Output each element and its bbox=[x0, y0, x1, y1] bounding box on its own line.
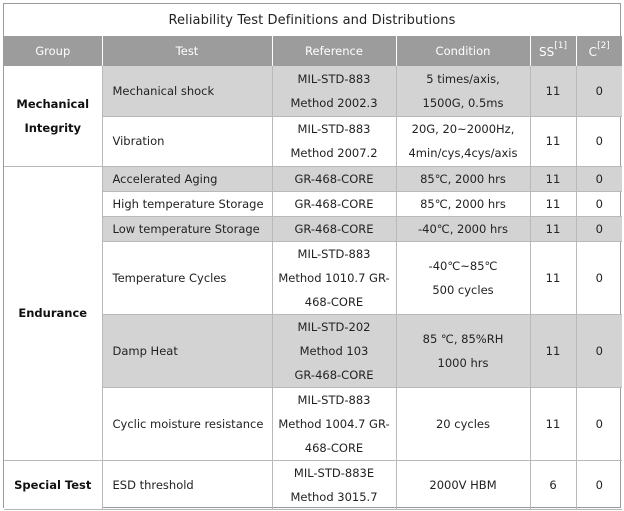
table-frame bbox=[3, 3, 621, 508]
header-condition: Condition bbox=[396, 36, 530, 66]
c-cell: 0 bbox=[576, 166, 622, 191]
group-special-test: Special Test bbox=[4, 460, 102, 509]
reference-cell: GR-468-CORE bbox=[272, 191, 396, 216]
reference-line: MIL-STD-883 bbox=[297, 71, 371, 86]
table-row bbox=[4, 460, 622, 509]
header-c-label: C bbox=[588, 44, 598, 59]
header-ss-note: [1] bbox=[554, 40, 567, 51]
reference-line: Method 1004.7 GR- bbox=[278, 416, 390, 431]
c-cell: 0 bbox=[576, 216, 622, 241]
condition-cell: 20 cycles bbox=[396, 387, 530, 460]
reference-line: Method 103 bbox=[299, 343, 369, 358]
c-cell: 0 bbox=[576, 191, 622, 216]
test-cell: ESD threshold bbox=[102, 460, 272, 509]
reference-line: MIL-STD-883 bbox=[297, 122, 371, 136]
c-cell: 0 bbox=[576, 387, 622, 460]
header-c bbox=[576, 36, 622, 66]
header-reference: Reference bbox=[272, 36, 396, 66]
group-endurance: Endurance bbox=[4, 166, 102, 460]
ss-cell: 6 bbox=[530, 460, 576, 509]
test-cell: Mechanical shock bbox=[102, 66, 272, 116]
reliability-table bbox=[4, 36, 622, 510]
reference-line: MIL-STD-883 bbox=[297, 246, 371, 261]
condition-cell: 85℃, 2000 hrs bbox=[396, 191, 530, 216]
reference-cell bbox=[272, 116, 396, 166]
ss-cell: 11 bbox=[530, 216, 576, 241]
reference-cell bbox=[272, 66, 396, 116]
reference-cell bbox=[272, 241, 396, 314]
reference-cell: GR-468-CORE bbox=[272, 166, 396, 191]
table-row bbox=[4, 66, 622, 116]
test-cell: Vibration bbox=[102, 116, 272, 166]
reference-line: Method 3015.7 bbox=[290, 489, 378, 504]
c-cell: 0 bbox=[576, 116, 622, 166]
header-ss-label: SS bbox=[539, 44, 555, 59]
condition-cell bbox=[396, 116, 530, 166]
reference-line: MIL-STD-883 bbox=[297, 392, 371, 407]
header-group: Group bbox=[4, 36, 102, 66]
test-cell: High temperature Storage bbox=[102, 191, 272, 216]
c-cell: 0 bbox=[576, 66, 622, 116]
reference-line: MIL-STD-202 bbox=[297, 319, 371, 334]
reference-cell: GR-468-CORE bbox=[272, 216, 396, 241]
test-cell: Temperature Cycles bbox=[102, 241, 272, 314]
condition-cell: -40℃, 2000 hrs bbox=[396, 216, 530, 241]
c-cell: 0 bbox=[576, 241, 622, 314]
table-title: Reliability Test Definitions and Distributions bbox=[168, 12, 456, 28]
reference-cell bbox=[272, 314, 396, 387]
condition-cell bbox=[396, 314, 530, 387]
reference-line: GR-468-CORE bbox=[294, 367, 374, 382]
reference-cell bbox=[272, 460, 396, 509]
reference-line: 468-CORE bbox=[304, 440, 364, 455]
table-row bbox=[4, 166, 622, 191]
reference-line: Method 2002.3 bbox=[290, 95, 378, 110]
condition-line: 1000 hrs bbox=[437, 355, 489, 370]
reference-line: Method 2007.2 bbox=[290, 146, 378, 160]
ss-cell: 11 bbox=[530, 166, 576, 191]
header-row bbox=[4, 36, 622, 66]
condition-line: 4min/cys,4cys/axis bbox=[408, 146, 518, 160]
ss-cell: 11 bbox=[530, 241, 576, 314]
reference-line: MIL-STD-883E bbox=[293, 465, 375, 480]
condition-cell: 2000V HBM bbox=[396, 460, 530, 509]
test-cell: Low temperature Storage bbox=[102, 216, 272, 241]
condition-line: 85 ℃, 85%RH bbox=[422, 331, 504, 346]
ss-cell: 11 bbox=[530, 387, 576, 460]
group-label: Integrity bbox=[24, 120, 82, 135]
ss-cell: 11 bbox=[530, 191, 576, 216]
condition-cell bbox=[396, 66, 530, 116]
ss-cell: 11 bbox=[530, 314, 576, 387]
condition-line: 1500G, 0.5ms bbox=[422, 95, 504, 110]
header-ss bbox=[530, 36, 576, 66]
condition-cell bbox=[396, 241, 530, 314]
c-cell: 0 bbox=[576, 314, 622, 387]
c-cell: 0 bbox=[576, 460, 622, 509]
header-c-note: [2] bbox=[597, 40, 610, 51]
condition-line: 500 cycles bbox=[432, 282, 494, 297]
header-test: Test bbox=[102, 36, 272, 66]
group-label: Mechanical bbox=[16, 96, 90, 111]
ss-cell: 11 bbox=[530, 116, 576, 166]
condition-line: -40℃~85℃ bbox=[428, 258, 498, 273]
test-cell: Accelerated Aging bbox=[102, 166, 272, 191]
reference-line: Method 1010.7 GR- bbox=[278, 270, 390, 285]
reference-cell bbox=[272, 387, 396, 460]
condition-cell: 85℃, 2000 hrs bbox=[396, 166, 530, 191]
group-mechanical-integrity bbox=[4, 66, 102, 166]
condition-line: 20G, 20~2000Hz, bbox=[411, 122, 515, 136]
reference-line: 468-CORE bbox=[304, 294, 364, 309]
condition-line: 5 times/axis, bbox=[426, 71, 500, 86]
ss-cell: 11 bbox=[530, 66, 576, 116]
test-cell: Cyclic moisture resistance bbox=[102, 387, 272, 460]
test-cell: Damp Heat bbox=[102, 314, 272, 387]
